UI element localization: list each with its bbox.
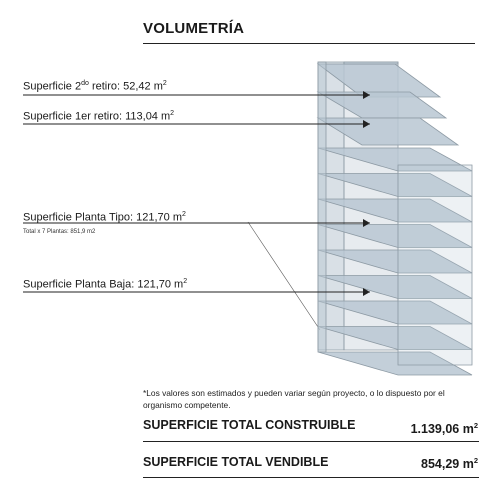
label-planta-tipo: Superficie Planta Tipo: 121,70 $m^2$: [23, 211, 186, 224]
slab-retiro-2-edge: [344, 62, 398, 64]
label-retiro-1: Superficie 1er retiro: 113,04 $m^2$: [23, 110, 175, 123]
page-title: VOLUMETRÍA: [143, 20, 245, 37]
label-planta-baja: Superficie Planta Baja: 121,70 $m^2$: [23, 278, 188, 291]
total-vendible-value: 854,29 $m^2$: [421, 456, 478, 472]
total-vendible-label: SUPERFICIE TOTAL VENDIBLE: [143, 455, 329, 469]
total-vendible-rule: [143, 477, 479, 478]
label-planta-tipo-total: Total x 7 Plantas: 851,9 m2: [23, 229, 96, 235]
tipo-guide-line: [248, 222, 320, 330]
label-retiro-2: Superficie $2^{do}$ retiro: 52,42 $m^2$: [23, 80, 167, 93]
tower-front-face: [398, 165, 472, 365]
total-construible-value: 1.139,06 $m^2$: [410, 421, 478, 437]
disclaimer-note: *Los valores son estimados y pueden variar según proyecto, o lo dispuesto por el organismo competente.: [143, 388, 445, 410]
total-construible-label: SUPERFICIE TOTAL CONSTRUIBLE: [143, 418, 356, 432]
total-construible-rule: [143, 441, 479, 442]
tower-left-edge: [318, 62, 326, 352]
